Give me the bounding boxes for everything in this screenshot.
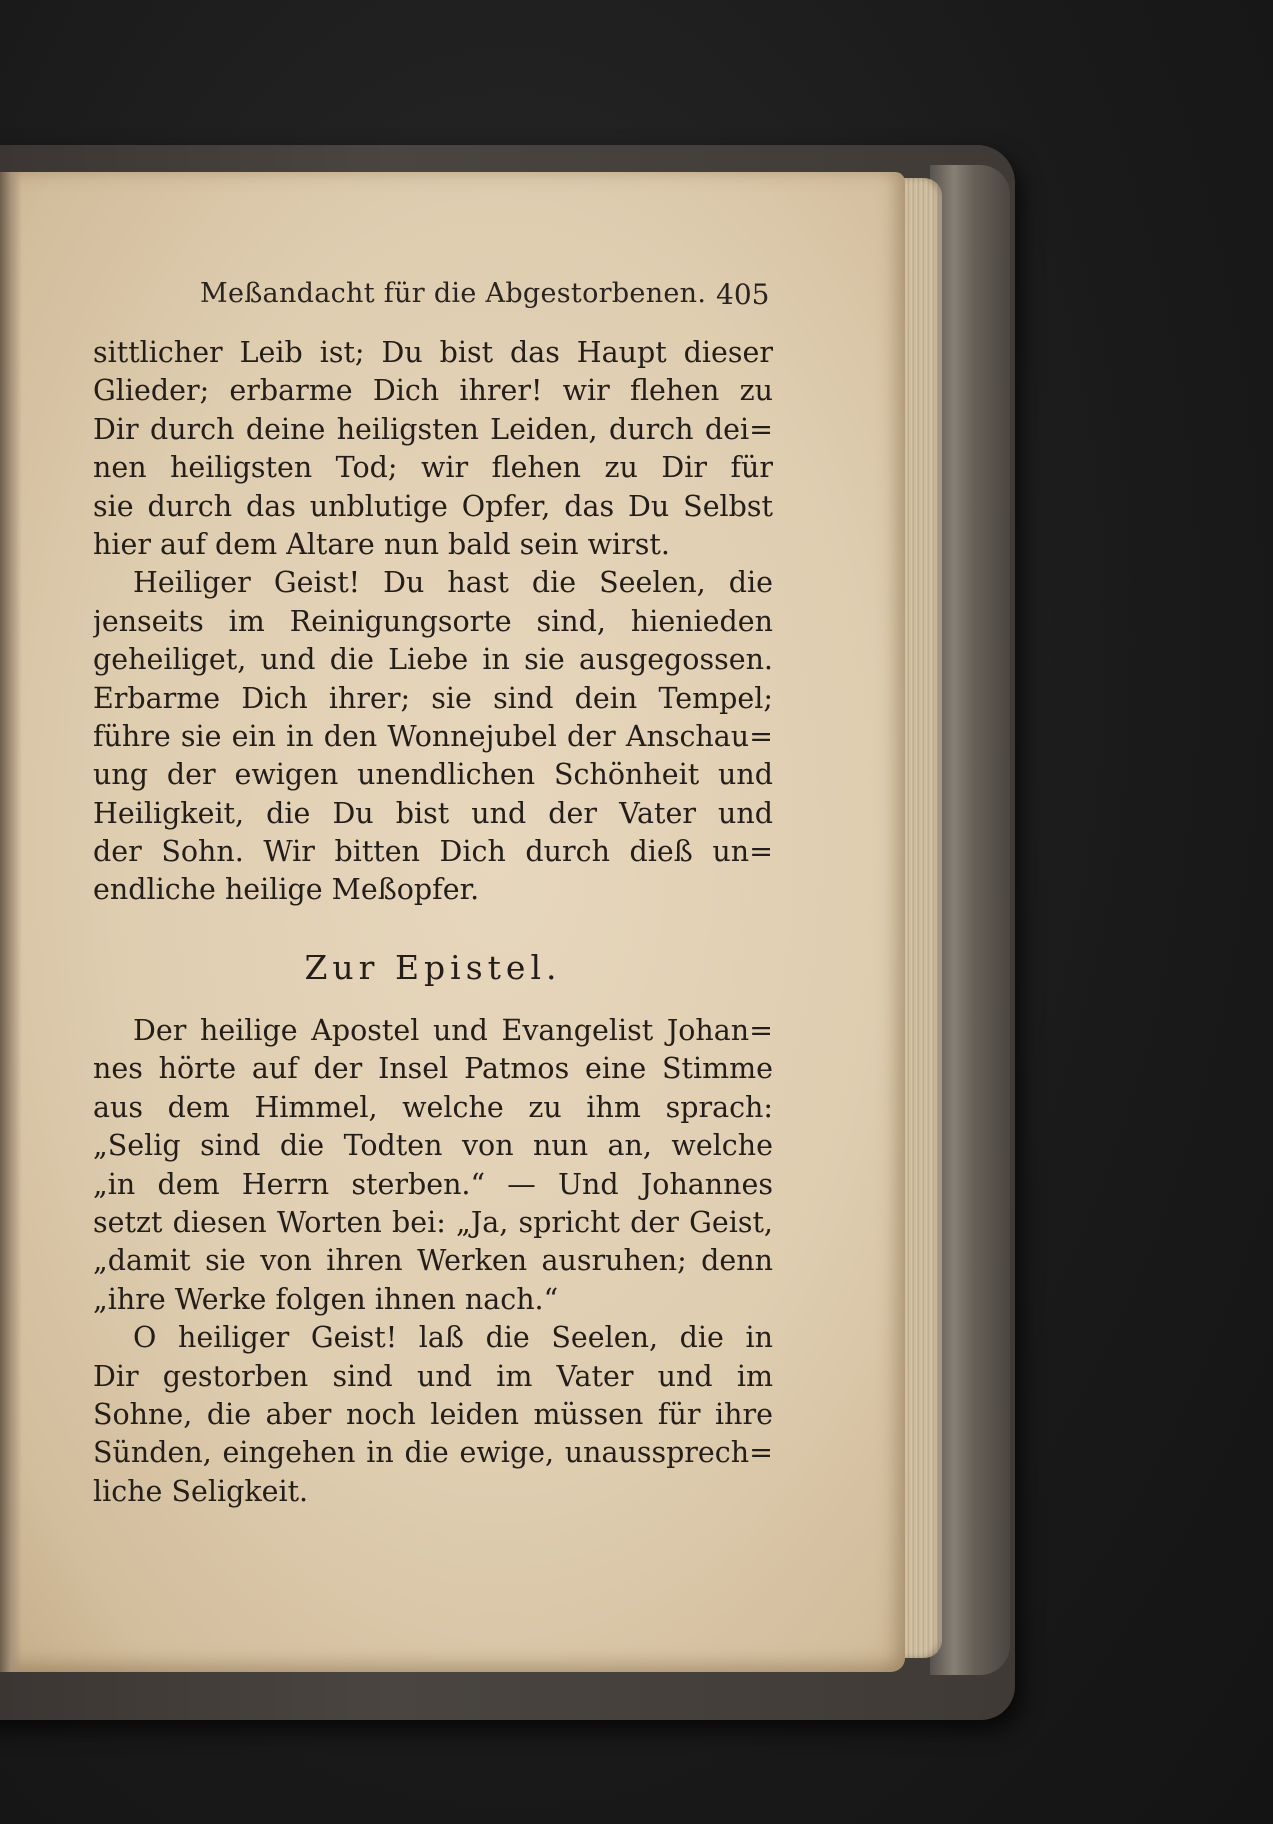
text-line: nes hörte auf der Insel Patmos eine Stimme [93, 1052, 773, 1086]
text-line: Sohne, die aber noch leiden müssen für ihre [93, 1397, 773, 1431]
text-line: Dir durch deine heiligsten Leiden, durch dei= [93, 412, 773, 446]
text-line: Erbarme Dich ihrer; sie sind dein Tempel; [93, 681, 773, 715]
text-line: sittlicher Leib ist; Du bist das Haupt dieser [93, 336, 773, 369]
text-line: sie durch das unblutige Opfer, das Du Selbst [93, 489, 773, 523]
book-cover-edge [930, 165, 1010, 1675]
text-line: hier auf dem Altare nun bald sein wirst. [93, 527, 670, 561]
text-line: „Selig sind die Todten von nun an, welche [93, 1129, 773, 1163]
text-line: Heiliger Geist! Du hast die Seelen, die [133, 566, 773, 600]
text-line: geheiliget, und die Liebe in sie ausgegossen. [93, 643, 773, 677]
body-text-section-one [93, 334, 773, 910]
text-line: Heiligkeit, die Du bist und der Vater und [93, 796, 773, 830]
text-line: „in dem Herrn sterben.“ — Und Johannes [93, 1167, 773, 1201]
body-text-section-two [93, 1012, 773, 1511]
text-line: Dir gestorben sind und im Vater und im [93, 1359, 773, 1393]
text-line: endliche heilige Meßopfer. [93, 873, 480, 907]
section-heading: Zur Epistel. [304, 948, 562, 987]
running-head: Meßandacht für die Abgestorbenen. [200, 278, 707, 309]
text-line: aus dem Himmel, welche zu ihm sprach: [93, 1090, 773, 1124]
page-gutter [0, 172, 22, 1672]
text-line: führe sie ein in den Wonnejubel der Anschau= [93, 719, 773, 753]
text-line: liche Seligkeit. [93, 1474, 309, 1508]
text-line: jenseits im Reinigungsorte sind, hienieden [93, 604, 773, 638]
text-line: Der heilige Apostel und Evangelist Johan= [133, 1014, 773, 1047]
text-line: der Sohn. Wir bitten Dich durch dieß un= [93, 835, 773, 869]
text-line: „ihre Werke folgen ihnen nach.“ [93, 1282, 559, 1316]
page-number: 405 [716, 278, 770, 311]
text-line: Sünden, eingehen in die ewige, unaussprech= [93, 1436, 773, 1470]
text-line: Glieder; erbarme Dich ihrer! wir flehen zu [93, 374, 773, 408]
text-line: ung der ewigen unendlichen Schönheit und [93, 758, 773, 792]
text-line: O heiliger Geist! laß die Seelen, die in [133, 1321, 773, 1355]
text-line: nen heiligsten Tod; wir flehen zu Dir für [93, 451, 773, 485]
text-line: „damit sie von ihren Werken ausruhen; denn [93, 1244, 773, 1278]
text-line: setzt diesen Worten bei: „Ja, spricht der Geist, [93, 1205, 773, 1239]
